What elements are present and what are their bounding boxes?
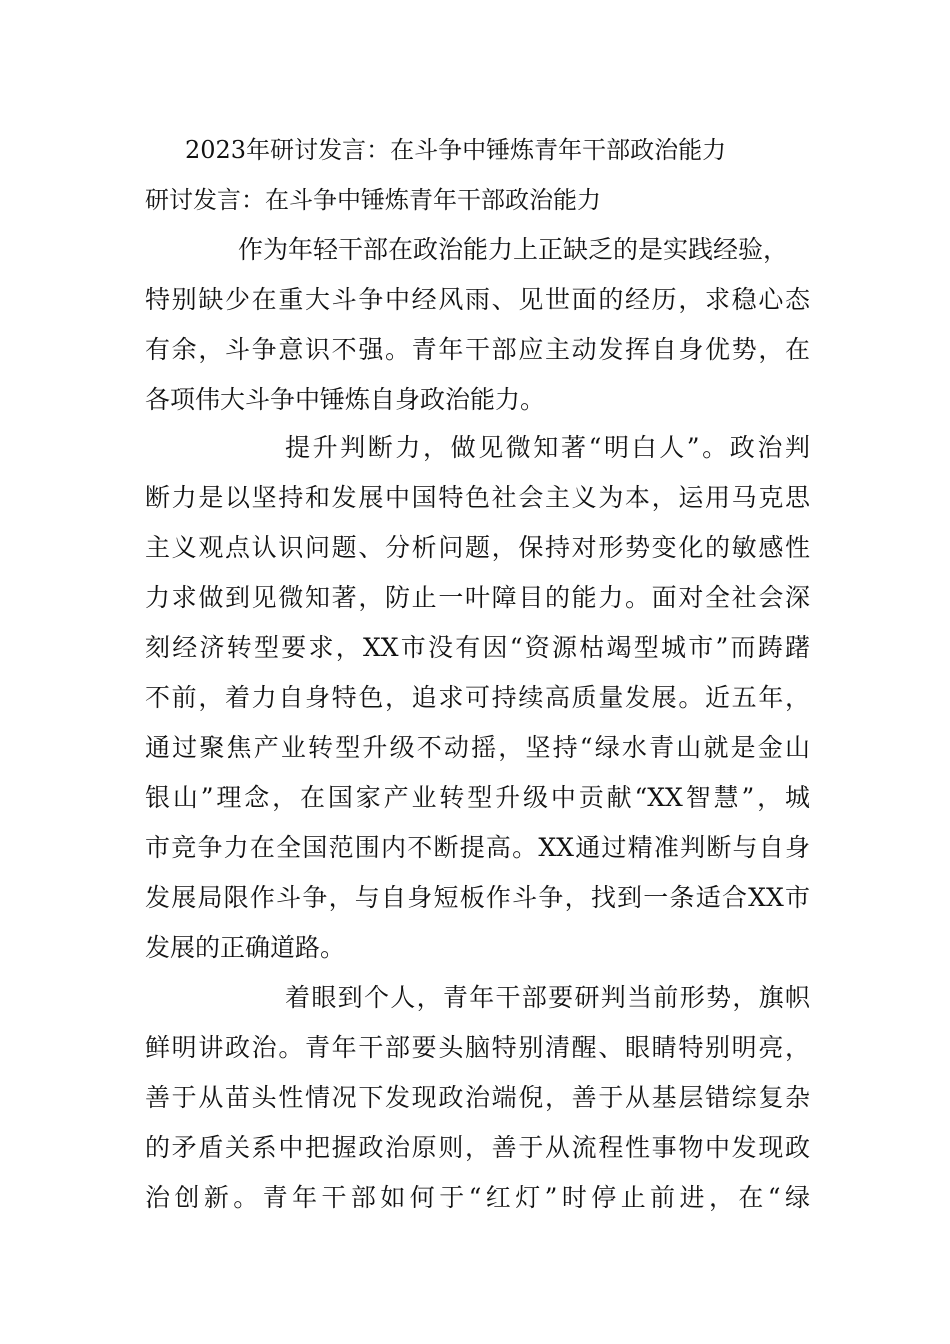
paragraph-2-line-11: 发展的正确道路。 (145, 933, 346, 962)
paragraph-3-line-3: 善于从苗头性情况下发现政治端倪，善于从基层错综复杂 (145, 1083, 810, 1112)
paragraph-2-line-6: 不前，着力自身特色，追求可持续高质量发展。近五年， (145, 683, 810, 712)
paragraph-3-line-1: 着眼到个人，青年干部要研判当前形势，旗帜 (285, 983, 810, 1012)
paragraph-1-line-3: 有余，斗争意识不强。青年干部应主动发挥自身优势，在 (145, 335, 810, 364)
paragraph-1-line-4: 各项伟大斗争中锤炼自身政治能力。 (145, 385, 546, 414)
paragraph-2-line-8: 银山”理念，在国家产业转型升级中贡献“XX智慧”，城 (145, 783, 810, 812)
paragraph-2-line-1: 提升判断力，做见微知著“明白人”。政治判 (285, 433, 810, 462)
paragraph-2-line-5: 刻经济转型要求，XX市没有因“资源枯竭型城市”而踌躇 (145, 633, 810, 662)
paragraph-2-line-4: 力求做到见微知著，防止一叶障目的能力。面对全社会深 (145, 583, 810, 612)
paragraph-2-line-10: 发展局限作斗争，与自身短板作斗争，找到一条适合XX市 (145, 883, 810, 912)
paragraph-1-line-1: 作为年轻干部在政治能力上正缺乏的是实践经验， (238, 235, 789, 264)
paragraph-2-line-9: 市竞争力在全国范围内不断提高。XX通过精准判断与自身 (145, 833, 810, 862)
document-subtitle: 研讨发言：在斗争中锤炼青年干部政治能力 (145, 186, 601, 214)
paragraph-2-line-2: 断力是以坚持和发展中国特色社会主义为本，运用马克思 (145, 483, 810, 512)
paragraph-3-line-4: 的矛盾关系中把握政治原则，善于从流程性事物中发现政 (145, 1133, 810, 1162)
paragraph-2-line-7: 通过聚焦产业转型升级不动摇，坚持“绿水青山就是金山 (145, 733, 810, 762)
paragraph-3-line-2: 鲜明讲政治。青年干部要头脑特别清醒、眼睛特别明亮， (145, 1033, 810, 1062)
paragraph-1-line-2: 特别缺少在重大斗争中经风雨、见世面的经历，求稳心态 (145, 285, 810, 314)
document-title: 2023年研讨发言：在斗争中锤炼青年干部政治能力 (185, 136, 727, 164)
paragraph-3-line-5: 治创新。青年干部如何于“红灯”时停止前进，在“绿 (145, 1183, 810, 1212)
paragraph-2-line-3: 主义观点认识问题、分析问题，保持对形势变化的敏感性 (145, 533, 810, 562)
